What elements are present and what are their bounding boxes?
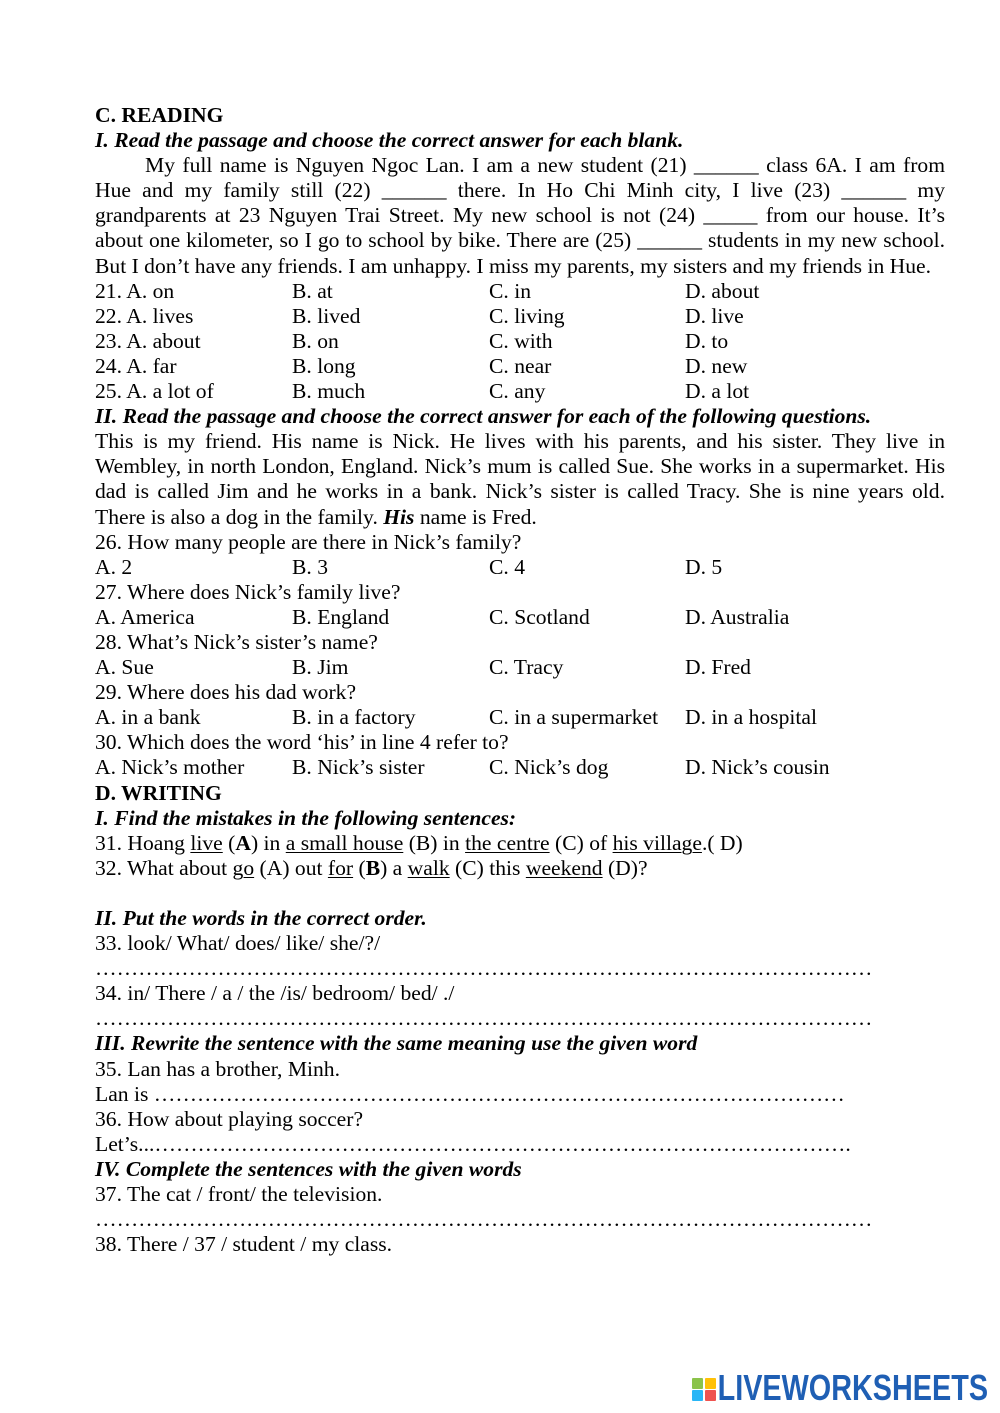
emphasized-word-his: His (383, 504, 415, 529)
blank-line (95, 881, 945, 906)
option-a: A. Sue (95, 655, 154, 680)
passage1-line: grandparents at 23 Nguyen Trai Street. My new school is not (24) _____ from our house. It’s (95, 203, 945, 228)
writing-part2-heading: II. Put the words in the correct order. (95, 906, 427, 930)
question-number: 25. (95, 379, 122, 404)
question-22-options (95, 304, 945, 329)
option-c: C. 4 (489, 554, 525, 579)
option-b: B. much (292, 379, 366, 404)
option-a (95, 279, 292, 304)
passage1-line: But I don’t have any friends. I am unhappy. I miss my parents, my sisters and my friends in Hue. (95, 253, 932, 278)
option-d: D. in a hospital (685, 705, 817, 730)
logo-tile (705, 1390, 716, 1401)
passage2-line: dad is called Jim and he works in a bank. Nick’s sister is called Tracy. She is nine years old. (95, 479, 945, 504)
option-c: C. Nick’s dog (489, 755, 609, 780)
option-a: A. 2 (95, 554, 133, 579)
option-d: D. Fred (685, 655, 751, 680)
sentence-text: (C) of (549, 830, 613, 855)
writing-part3-heading: III. Rewrite the sentence with the same meaning use the given word (95, 1031, 698, 1056)
answer-line-34: ……………………………………………………………………………………………… (95, 1006, 873, 1031)
sentence-text: ) a (380, 855, 408, 880)
answer-line-33: ……………………………………………………………………………………………… (95, 956, 873, 981)
marker-a: A (235, 830, 251, 855)
option-b: B. lived (292, 303, 361, 328)
underlined-part-d: his village (612, 830, 702, 855)
question-25-options (95, 379, 945, 404)
question-number: 24. (95, 353, 122, 378)
sentence-text: .( D) (701, 830, 743, 855)
question-24-options (95, 354, 945, 379)
question-number: 22. (95, 303, 122, 328)
option-a-text: A. a lot of (126, 379, 214, 404)
writing-part4-heading: IV. Complete the sentences with the given words (95, 1156, 522, 1181)
option-d: D. live (685, 303, 744, 328)
option-b: B. 3 (292, 554, 328, 579)
writing-part1-heading: I. Find the mistakes in the following sentences: (95, 805, 517, 830)
reading-part1-heading: I. Read the passage and choose the correct answer for each blank. (95, 128, 684, 153)
option-c: C. in (489, 278, 531, 303)
section-title-reading: C. READING (95, 103, 224, 127)
sentence-text: (B) in (403, 830, 466, 855)
option-c: C. Scotland (489, 604, 590, 629)
sentence-text: (C) this (449, 855, 526, 880)
question-27-options (95, 605, 945, 630)
sentence-text: (A) out (254, 855, 328, 880)
passage-text: There is also a dog in the family. (95, 504, 384, 529)
option-d: D. new (685, 353, 748, 378)
sentence-text: 32. What about (95, 855, 233, 880)
question-31 (95, 831, 945, 856)
question-26-options (95, 555, 945, 580)
option-b: B. long (292, 353, 356, 378)
sentence-text: ( (222, 830, 236, 855)
question-27: 27. Where does Nick’s family live? (95, 579, 401, 604)
logo-tile (692, 1390, 703, 1401)
answer-line-37: ……………………………………………………………………………………………… (95, 1207, 873, 1232)
option-a-text: A. about (126, 328, 201, 353)
underlined-part-d: weekend (525, 855, 603, 880)
option-a (95, 329, 292, 354)
option-d: D. about (685, 278, 760, 303)
question-23-options (95, 329, 945, 354)
option-b: B. England (292, 604, 390, 629)
option-d: D. Australia (685, 604, 790, 629)
option-d: D. 5 (685, 554, 723, 579)
answer-line-36: Let’s...……………………………………………………………………………………. (95, 1131, 851, 1156)
option-a-text: A. lives (126, 303, 194, 328)
passage1-line: Hue and my family still (22) ______ there. In Ho Chi Minh city, I live (23) ______ my (95, 178, 945, 203)
option-b: B. in a factory (292, 705, 416, 730)
option-d: D. Nick’s cousin (685, 755, 830, 780)
question-35: 35. Lan has a brother, Minh. (95, 1056, 341, 1081)
option-c: C. near (489, 353, 552, 378)
question-21-options (95, 279, 945, 304)
question-32 (95, 856, 945, 881)
reading-part2-heading: II. Read the passage and choose the correct answer for each of the following questions. (95, 404, 872, 429)
answer-line-35: Lan is …………………………………………………………………………………… (95, 1081, 845, 1106)
marker-b: B (365, 855, 381, 880)
question-30: 30. Which does the word ‘his’ in line 4 refer to? (95, 730, 509, 755)
sentence-text: 31. Hoang (95, 830, 191, 855)
question-29-options (95, 705, 945, 730)
underlined-part-b: for (327, 855, 354, 880)
question-26: 26. How many people are there in Nick’s family? (95, 529, 522, 554)
section-title-writing: D. WRITING (95, 780, 222, 805)
underlined-part-c: walk (407, 855, 450, 880)
passage1-line: My full name is Nguyen Ngoc Lan. I am a new student (21) ______ class 6A. I am from (145, 153, 945, 178)
passage2-line: Wembley, in north London, England. Nick’s mum is called Sue. She works in a supermarket. His (95, 454, 945, 479)
liveworksheets-logo-icon (692, 1378, 716, 1401)
question-33: 33. look/ What/ does/ like/ she/?/ (95, 931, 381, 956)
sentence-text: ( (353, 855, 366, 880)
option-c: C. with (489, 328, 553, 353)
sentence-text: ) in (250, 830, 286, 855)
option-b: B. on (292, 328, 339, 353)
liveworksheets-logo-text[interactable]: LIVEWORKSHEETS (717, 1367, 988, 1408)
question-36: 36. How about playing soccer? (95, 1106, 364, 1131)
option-b: B. Jim (292, 655, 349, 680)
question-38: 38. There / 37 / student / my class. (95, 1232, 393, 1257)
option-d: D. a lot (685, 379, 750, 404)
option-b: B. at (292, 278, 333, 303)
option-a-text: A. far (126, 353, 177, 378)
passage2-line (95, 505, 945, 530)
question-37: 37. The cat / front/ the television. (95, 1182, 383, 1207)
sentence-text: (D)? (602, 855, 648, 880)
underlined-part-c: the centre (465, 830, 550, 855)
question-30-options (95, 755, 945, 780)
option-a-text: A. on (126, 278, 175, 303)
option-a: A. America (95, 604, 195, 629)
option-c: C. living (489, 303, 565, 328)
passage2-line: This is my friend. His name is Nick. He lives with his parents, and his sister. They live in (95, 429, 945, 454)
question-number: 21. (95, 278, 122, 303)
question-29: 29. Where does his dad work? (95, 680, 357, 705)
passage-text: name is Fred. (414, 504, 537, 529)
passage1-line: about one kilometer, so I go to school by bike. There are (25) ______ students in my new school. (95, 228, 945, 253)
option-a (95, 304, 292, 329)
option-c: C. Tracy (489, 655, 564, 680)
question-number: 23. (95, 328, 122, 353)
option-a: A. in a bank (95, 705, 201, 730)
question-34: 34. in/ There / a / the /is/ bedroom/ bed/ ./ (95, 981, 455, 1006)
option-c: C. any (489, 379, 546, 404)
question-28: 28. What’s Nick’s sister’s name? (95, 629, 378, 654)
logo-tile (705, 1378, 716, 1389)
underlined-part-b: a small house (285, 830, 404, 855)
option-a (95, 379, 292, 404)
option-b: B. Nick’s sister (292, 755, 425, 780)
option-d: D. to (685, 328, 729, 353)
underlined-part-a: go (232, 855, 255, 880)
option-c: C. in a supermarket (489, 705, 659, 730)
option-a (95, 354, 292, 379)
worksheet (95, 103, 945, 1257)
underlined-part-a: live (190, 830, 223, 855)
option-a: A. Nick’s mother (95, 755, 245, 780)
question-28-options (95, 655, 945, 680)
logo-tile (692, 1378, 703, 1389)
